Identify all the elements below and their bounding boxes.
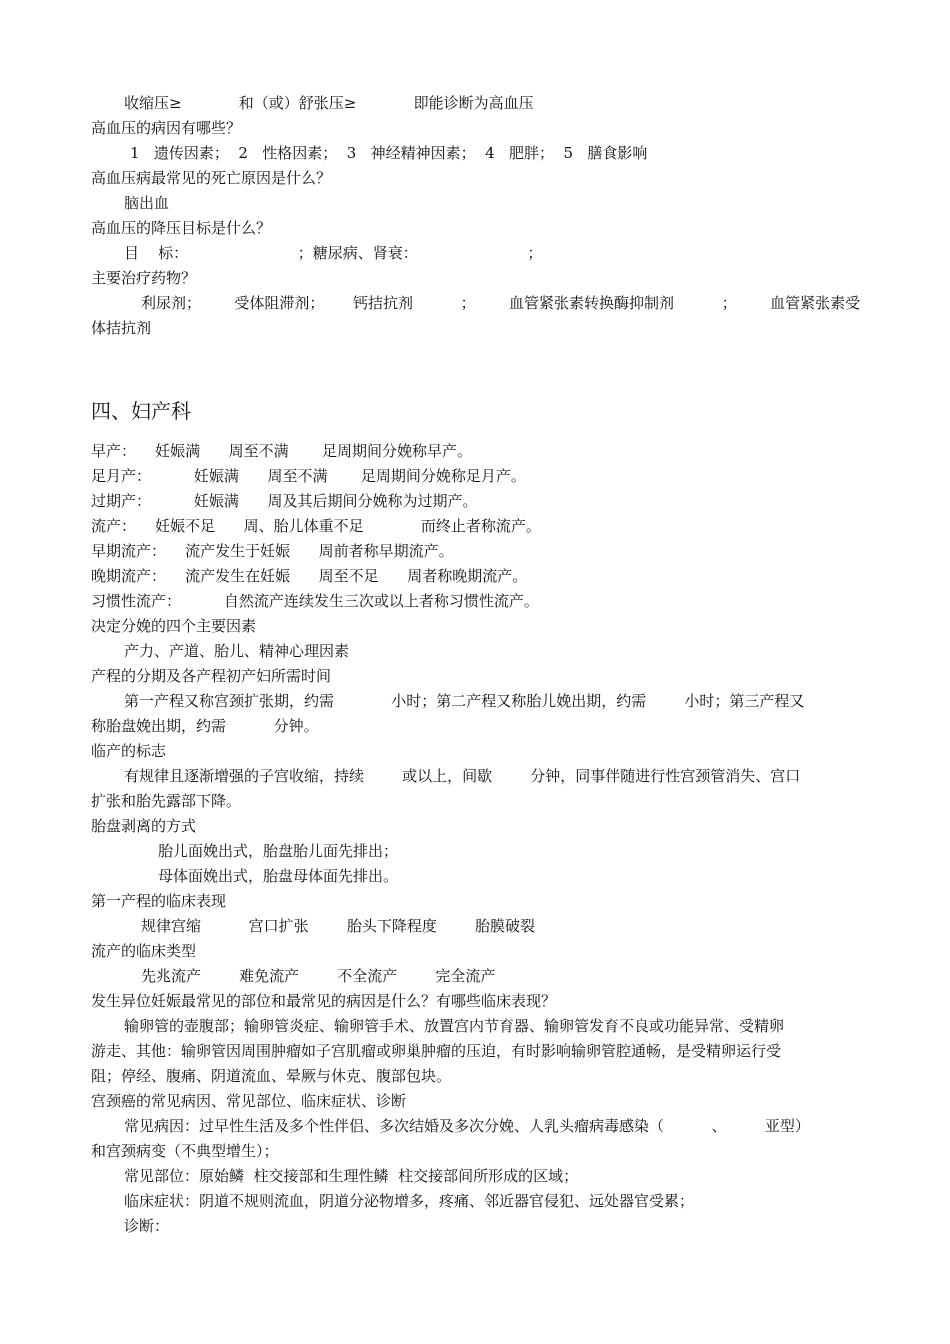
answer-line: 有规律且逐渐增强的子宫收缩，持续 或以上，间歇 分钟，同事伴随进行性宫颈管消失、宫口 — [124, 767, 801, 785]
answer-line: 阻；停经、腹痛、阴道流血、晕厥与休克、腹部包块。 — [91, 1067, 452, 1085]
question-line: 宫颈癌的常见病因、常见部位、临床症状、诊断 — [91, 1092, 407, 1110]
text-line: 足月产： 妊娠满 周至不满 足周期间分娩称足月产。 — [91, 467, 526, 485]
question-line: 胎盘剥离的方式 — [91, 817, 197, 835]
answer-line: 第一产程又称宫颈扩张期，约需 小时；第二产程又称胎儿娩出期，约需 小时；第三产程又 — [124, 692, 805, 710]
text-line: 早期流产： 流产发生于妊娠 周前者称早期流产。 — [91, 542, 454, 560]
text-line: 晚期流产： 流产发生在妊娠 周至不足 周者称晚期流产。 — [91, 567, 528, 585]
answer-line: 常见病因：过早性生活及多个性伴侣、多次结婚及多次分娩、人乳头瘤病毒感染（ 、 亚型） — [124, 1117, 810, 1135]
answer-line: 输卵管的壶腹部；输卵管炎症、输卵管手术、放置宫内节育器、输卵管发育不良或功能异常、受精卵 — [124, 1017, 785, 1035]
question-line: 临产的标志 — [91, 742, 167, 760]
answer-line: 常见部位：原始鳞 柱交接部和生理性鳞 柱交接部间所形成的区域； — [124, 1167, 579, 1185]
answer-line: 诊断： — [124, 1217, 170, 1235]
answer-line: 和宫颈病变（不典型增生）； — [91, 1142, 279, 1160]
answer-line: 产力、产道、胎儿、精神心理因素 — [124, 642, 350, 660]
text-line: 早产： 妊娠满 周至不满 足周期间分娩称早产。 — [91, 442, 473, 460]
question-line: 流产的临床类型 — [91, 942, 197, 960]
question-line: 发生异位妊娠最常见的部位和最常见的病因是什么？有哪些临床表现？ — [91, 992, 557, 1010]
answer-bp-target: 目 标： ；糖尿病、肾衰： ； — [124, 244, 543, 262]
answer-line: 先兆流产 难免流产 不全流产 完全流产 — [141, 967, 496, 985]
answer-bp-death: 脑出血 — [124, 194, 170, 212]
answer-line: 规律宫缩 宫口扩张 胎头下降程度 胎膜破裂 — [141, 917, 535, 935]
answer-line: 游走、其他：输卵管因周围肿瘤如子宫肌瘤或卵巢肿瘤的压迫，有时影响输卵管腔通畅，是受精卵运行受 — [91, 1042, 782, 1060]
answer-line: 胎儿面娩出式，胎盘胎儿面先排出； — [158, 842, 399, 860]
question-bp-drugs: 主要治疗药物？ — [91, 269, 197, 287]
answer-bp-drugs-line-1: 利尿剂； 受体阻滞剂； 钙拮抗剂 ； 血管紧张素转换酶抑制剂 ； 血管紧张素受 — [141, 294, 861, 312]
answer-bp-drugs-line-2: 体拮抗剂 — [91, 319, 152, 337]
question-bp-death: 高血压病最常见的死亡原因是什么？ — [91, 169, 332, 187]
text-line: 过期产： 妊娠满 周及其后期间分娩称为过期产。 — [91, 492, 478, 510]
text-line: 习惯性流产： 自然流产连续发生三次或以上者称习惯性流产。 — [91, 592, 539, 610]
answer-line: 临床症状：阴道不规则流血，阴道分泌物增多，疼痛、邻近器官侵犯、远处器官受累； — [124, 1192, 695, 1210]
section-heading-obgyn: 四、妇产科 — [91, 399, 191, 423]
question-bp-causes: 高血压的病因有哪些？ — [91, 119, 242, 137]
answer-line: 扩张和胎先露部下降。 — [91, 792, 242, 810]
question-line: 决定分娩的四个主要因素 — [91, 617, 257, 635]
bp-criteria: 收缩压≥ 和（或）舒张压≥ 即能诊断为高血压 — [124, 94, 534, 112]
answer-line: 母体面娩出式，胎盘母体面先排出。 — [158, 867, 399, 885]
question-line: 第一产程的临床表现 — [91, 892, 227, 910]
answer-bp-causes: 1 遗传因素； 2 性格因素； 3 神经精神因素； 4 肥胖； 5 膳食影响 — [130, 144, 648, 162]
question-bp-target: 高血压的降压目标是什么？ — [91, 219, 272, 237]
text-line: 流产： 妊娠不足 周、胎儿体重不足 而终止者称流产。 — [91, 517, 541, 535]
question-line: 产程的分期及各产程初产妇所需时间 — [91, 667, 332, 685]
answer-line: 称胎盘娩出期，约需 分钟。 — [91, 717, 319, 735]
